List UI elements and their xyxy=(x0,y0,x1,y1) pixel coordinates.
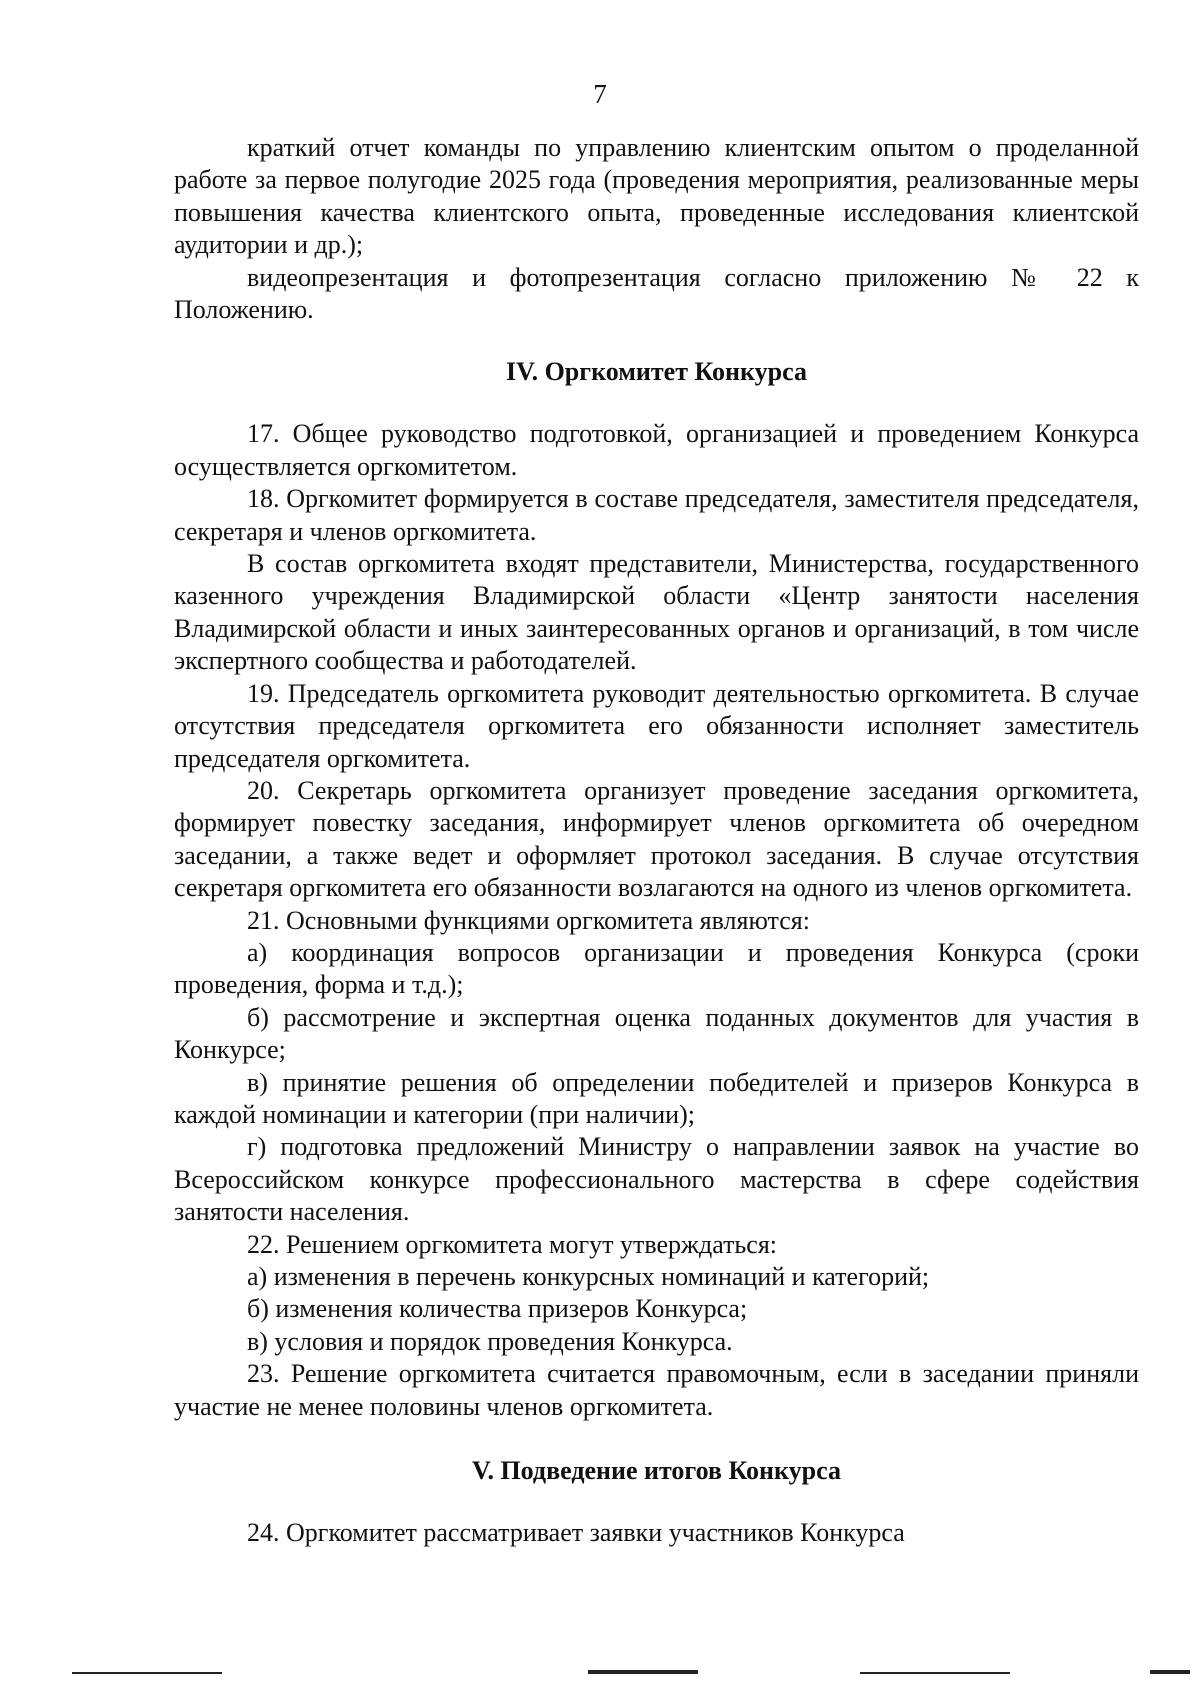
paragraph-21-g: г) подготовка предложений Министру о направлении заявок на участие во Всероссийском конкурсе профессионального мастерства в сфере содействия занятости населения. xyxy=(174,1132,1139,1227)
scan-edge-marks xyxy=(0,1672,1200,1682)
paragraph-21: 21. Основными функциями оргкомитета являются: xyxy=(247,905,810,935)
document-body xyxy=(174,132,1139,1549)
paragraph-24: 24. Оргкомитет рассматривает заявки участников Конкурса xyxy=(247,1518,905,1548)
paragraph-presentation: видеопрезентация и фотопрезентация согласно приложению № 22 к Положению. xyxy=(174,262,1139,325)
scan-mark xyxy=(860,1672,1010,1674)
paragraph-18-composition: В состав оргкомитета входят представители, Министерства, государственного казенного учреждения Владимирской области «Центр занятости населения Владимирской области и иных заинтересованных органов и организаций, в том числе экспертного сообщества и работодателей. xyxy=(174,549,1139,676)
paragraph-22-b: б) изменения количества призеров Конкурса; xyxy=(247,1294,748,1324)
paragraph-20: 20. Секретарь оргкомитета организует проведение заседания оргкомитета, формирует повестку заседания, информирует членов оргкомитета об очередном заседании, а также ведет и оформляет протокол заседания. В случае отсутствия секретаря оргкомитета его обязанности возлагаются на одного из членов оргкомитета. xyxy=(174,775,1139,903)
section-heading-orgcommittee: IV. Оргкомитет Конкурса xyxy=(506,357,807,387)
paragraph-17: 17. Общее руководство подготовкой, организацией и проведением Конкурса осуществляется оргкомитетом. xyxy=(174,419,1139,481)
paragraph-22-v: в) условия и порядок проведения Конкурса. xyxy=(247,1326,733,1356)
scan-mark xyxy=(1150,1670,1190,1674)
paragraph-report: краткий отчет команды по управлению клиентским опытом о проделанной работе за первое полугодие 2025 года (проведения мероприятия, реализованные меры повышения качества клиентского опыта, проведенные исследования клиентской аудитории и др.); xyxy=(174,133,1139,260)
paragraph-23: 23. Решение оргкомитета считается правомочным, если в заседании приняли участие не менее половины членов оргкомитета. xyxy=(174,1359,1139,1421)
scan-mark xyxy=(588,1670,698,1674)
scan-mark xyxy=(72,1672,222,1674)
paragraph-18: 18. Оргкомитет формируется в составе председателя, заместителя председателя, секретаря и членов оргкомитета. xyxy=(174,484,1139,546)
paragraph-21-v: в) принятие решения об определении победителей и призеров Конкурса в каждой номинации и категории (при наличии); xyxy=(174,1067,1139,1129)
section-heading-results: V. Подведение итогов Конкурса xyxy=(472,1456,841,1486)
paragraph-22-a: а) изменения в перечень конкурсных номинаций и категорий; xyxy=(247,1262,930,1291)
paragraph-21-b: б) рассмотрение и экспертная оценка поданных документов для участия в Конкурсе; xyxy=(174,1002,1139,1065)
page-number: 7 xyxy=(593,79,607,109)
paragraph-19: 19. Председатель оргкомитета руководит деятельностью оргкомитета. В случае отсутствия председателя оргкомитета его обязанности исполняет заместитель председателя оргкомитета. xyxy=(174,678,1139,773)
paragraph-21-a: а) координация вопросов организации и проведения Конкурса (сроки проведения, форма и т.д.); xyxy=(174,937,1139,1000)
paragraph-22: 22. Решением оргкомитета могут утверждаться: xyxy=(247,1229,778,1259)
